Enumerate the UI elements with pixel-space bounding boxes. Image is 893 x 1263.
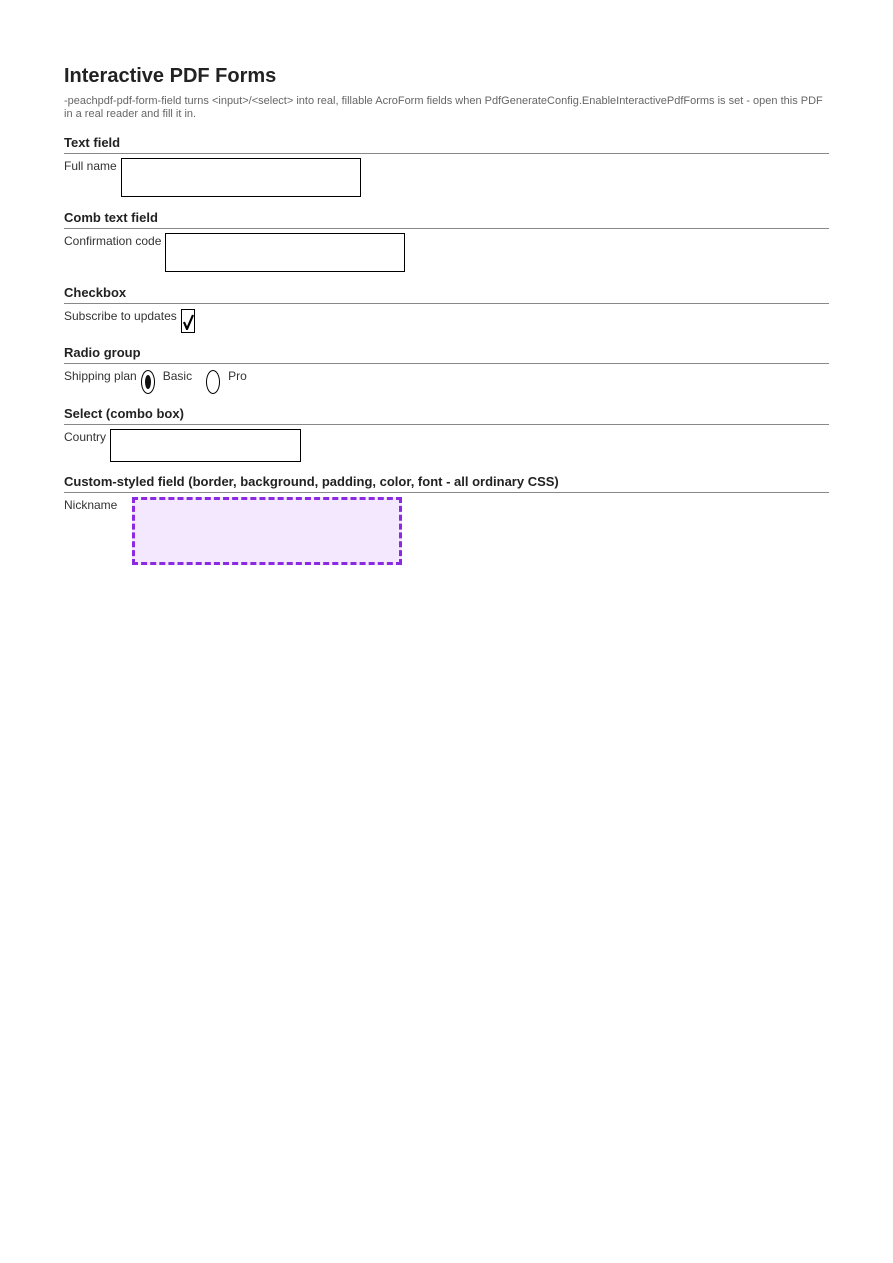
page-title: Interactive PDF Forms xyxy=(64,65,277,87)
confirmation-code-field[interactable] xyxy=(165,233,405,272)
section-heading: Custom-styled field (border, background, padding, color, font - all ordinary CSS) xyxy=(64,474,829,493)
form-row xyxy=(64,158,829,197)
section-heading: Comb text field xyxy=(64,210,829,229)
section-heading: Select (combo box) xyxy=(64,406,829,425)
radio-basic[interactable] xyxy=(141,370,155,394)
shipping-plan-label: Shipping plan xyxy=(64,369,137,383)
form-row xyxy=(64,429,829,462)
radio-pro-label: Pro xyxy=(228,369,247,383)
checkmark-icon xyxy=(183,314,194,330)
section-heading: Checkbox xyxy=(64,285,829,304)
nickname-field[interactable] xyxy=(132,497,402,565)
section-heading: Radio group xyxy=(64,345,829,364)
form-row xyxy=(64,497,829,565)
full-name-field[interactable] xyxy=(121,158,361,197)
confirmation-code-label: Confirmation code xyxy=(64,234,162,248)
section-checkbox xyxy=(64,285,829,333)
section-select xyxy=(64,406,829,462)
radio-pro[interactable] xyxy=(206,370,220,394)
country-label: Country xyxy=(64,430,107,444)
subscribe-checkbox[interactable] xyxy=(181,309,195,333)
section-text-field xyxy=(64,135,829,197)
section-custom-field xyxy=(64,474,829,565)
form-row xyxy=(64,308,829,333)
form-row xyxy=(64,233,829,272)
full-name-label: Full name xyxy=(64,159,117,173)
country-select[interactable] xyxy=(110,429,301,462)
section-heading: Text field xyxy=(64,135,829,154)
subscribe-label: Subscribe to updates xyxy=(64,309,177,323)
nickname-label: Nickname xyxy=(64,498,118,512)
radio-selected-dot xyxy=(145,375,151,389)
section-radio-group xyxy=(64,345,829,394)
intro-text: -peachpdf-pdf-form-field turns <input>/<select> into real, fillable AcroForm fields when PdfGenerateConfig.EnableInteractivePdfForms is set - open this PDF in a real reader and fill it in. xyxy=(64,95,823,120)
form-row xyxy=(64,368,829,394)
radio-basic-label: Basic xyxy=(162,369,193,383)
document-page xyxy=(64,64,829,565)
section-comb-field xyxy=(64,210,829,272)
